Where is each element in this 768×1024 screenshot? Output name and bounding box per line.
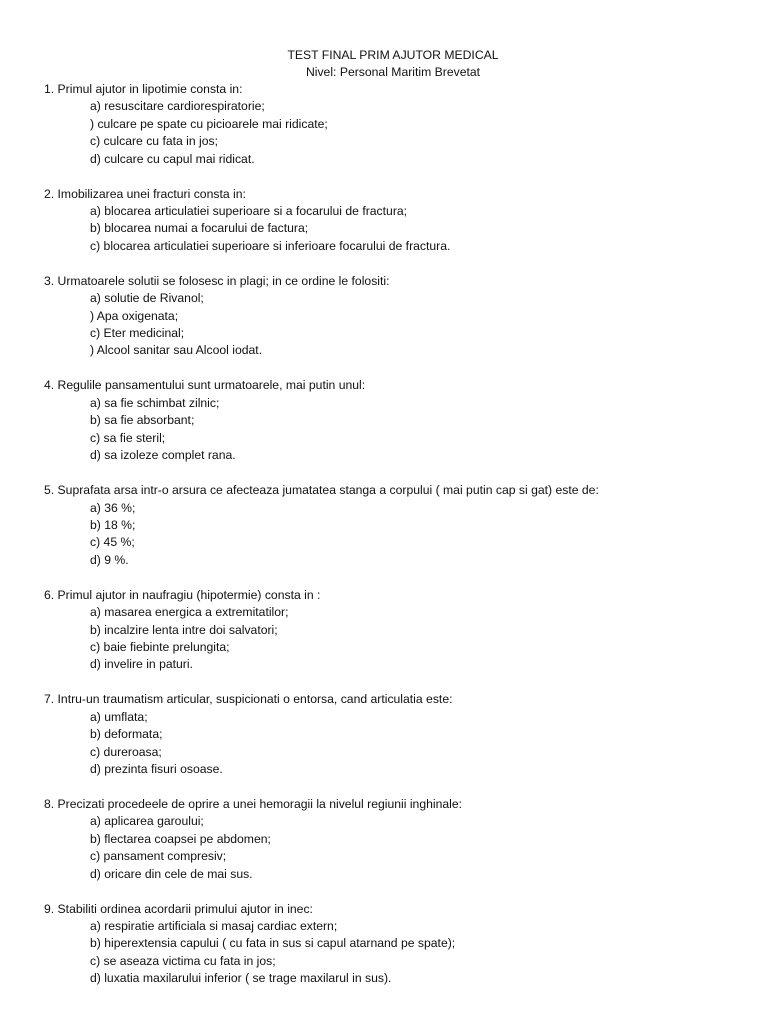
answer-list	[44, 395, 744, 465]
answer-list	[44, 918, 744, 988]
question-text: 5. Suprafata arsa intr-o arsura ce afecteaza jumatatea stanga a corpului ( mai putin cap si gat) este de:	[44, 483, 599, 498]
answer-option: d) oricare din cele de mai sus.	[90, 866, 253, 881]
answer-option: c) dureroasa;	[90, 744, 162, 759]
question-text: 4. Regulile pansamentului sunt urmatoarele, mai putin unul:	[44, 378, 366, 393]
answer-option: d) 9 %.	[90, 552, 129, 567]
document-header	[0, 47, 768, 82]
question-3	[44, 273, 744, 360]
answer-list	[44, 709, 744, 779]
answer-option: a) blocarea articulatiei superioare si a focarului de fractura;	[90, 204, 408, 219]
question-text: 2. Imobilizarea unei fracturi consta in:	[44, 186, 246, 201]
answer-option: d) sa izoleze complet rana.	[90, 448, 236, 463]
question-text: 9. Stabiliti ordinea acordarii primului ajutor in inec:	[44, 901, 313, 916]
answer-list	[44, 500, 744, 570]
answer-option: a) masarea energica a extremitatilor;	[90, 605, 289, 620]
document-subtitle: Nivel: Personal Maritim Brevetat	[305, 65, 481, 80]
question-text: 3. Urmatoarele solutii se folosesc in plagi; in ce ordine le folositi:	[44, 273, 390, 288]
answer-option: c) blocarea articulatiei superioare si inferioare focarului de fractura.	[90, 238, 451, 253]
question-list	[44, 81, 744, 1005]
answer-option: b) 18 %;	[90, 517, 136, 532]
question-9	[44, 901, 744, 988]
answer-option: b) deformata;	[90, 727, 163, 742]
answer-option: b) incalzire lenta intre doi salvatori;	[90, 622, 278, 637]
answer-option: c) pansament compresiv;	[90, 849, 227, 864]
answer-option: a) sa fie schimbat zilnic;	[90, 395, 220, 410]
question-1	[44, 81, 744, 168]
question-2	[44, 186, 744, 256]
question-8	[44, 796, 744, 883]
question-text: 1. Primul ajutor in lipotimie consta in:	[44, 82, 243, 96]
answer-option: c) 45 %;	[90, 535, 135, 550]
answer-option: d) invelire in paturi.	[90, 657, 193, 672]
answer-option: ) Apa oxigenata;	[90, 308, 179, 323]
question-text: 8. Precizati procedeele de oprire a unei hemoragii la nivelul regiunii inghinale:	[44, 796, 463, 811]
answer-option: c) baie fiebinte prelungita;	[90, 639, 230, 654]
answer-option: a) respiratie artificiala si masaj cardiac extern;	[90, 919, 338, 933]
question-text: 6. Primul ajutor in naufragiu (hipotermie) consta in :	[44, 587, 321, 602]
answer-option: a) solutie de Rivanol;	[90, 291, 204, 306]
answer-option: a) aplicarea garoului;	[90, 814, 204, 829]
answer-list	[44, 203, 744, 255]
answer-option: a) 36 %;	[90, 500, 136, 515]
answer-list	[44, 604, 744, 674]
answer-option: d) prezinta fisuri osoase.	[90, 761, 223, 776]
question-4	[44, 377, 744, 464]
answer-list	[44, 98, 744, 168]
document-title: TEST FINAL PRIM AJUTOR MEDICAL	[287, 48, 499, 62]
answer-option: b) hiperextensia capului ( cu fata in sus si capul atarnand pe spate);	[90, 936, 456, 951]
answer-option: a) umflata;	[90, 709, 148, 724]
question-6	[44, 587, 744, 674]
answer-option: c) culcare cu fata in jos;	[90, 134, 219, 149]
answer-list	[44, 290, 744, 360]
answer-option: b) blocarea numai a focarului de factura;	[90, 221, 309, 236]
question-5	[44, 482, 744, 569]
answer-option: c) sa fie steril;	[90, 430, 166, 445]
question-7	[44, 691, 744, 778]
answer-list	[44, 813, 744, 883]
question-text: 7. Intru-un traumatism articular, suspicionati o entorsa, cand articulatia este:	[44, 692, 453, 707]
answer-option: ) Alcool sanitar sau Alcool iodat.	[90, 343, 263, 358]
answer-option: d) luxatia maxilarului inferior ( se trage maxilarul in sus).	[90, 971, 392, 986]
answer-option: a) resuscitare cardiorespiratorie;	[90, 99, 265, 114]
answer-option: d) culcare cu capul mai ridicat.	[90, 151, 255, 166]
answer-option: b) sa fie absorbant;	[90, 413, 195, 428]
answer-option: b) flectarea coapsei pe abdomen;	[90, 831, 271, 846]
answer-option: ) culcare pe spate cu picioarele mai ridicate;	[90, 116, 328, 131]
answer-option: c) se aseaza victima cu fata in jos;	[90, 953, 276, 968]
answer-option: c) Eter medicinal;	[90, 326, 185, 341]
